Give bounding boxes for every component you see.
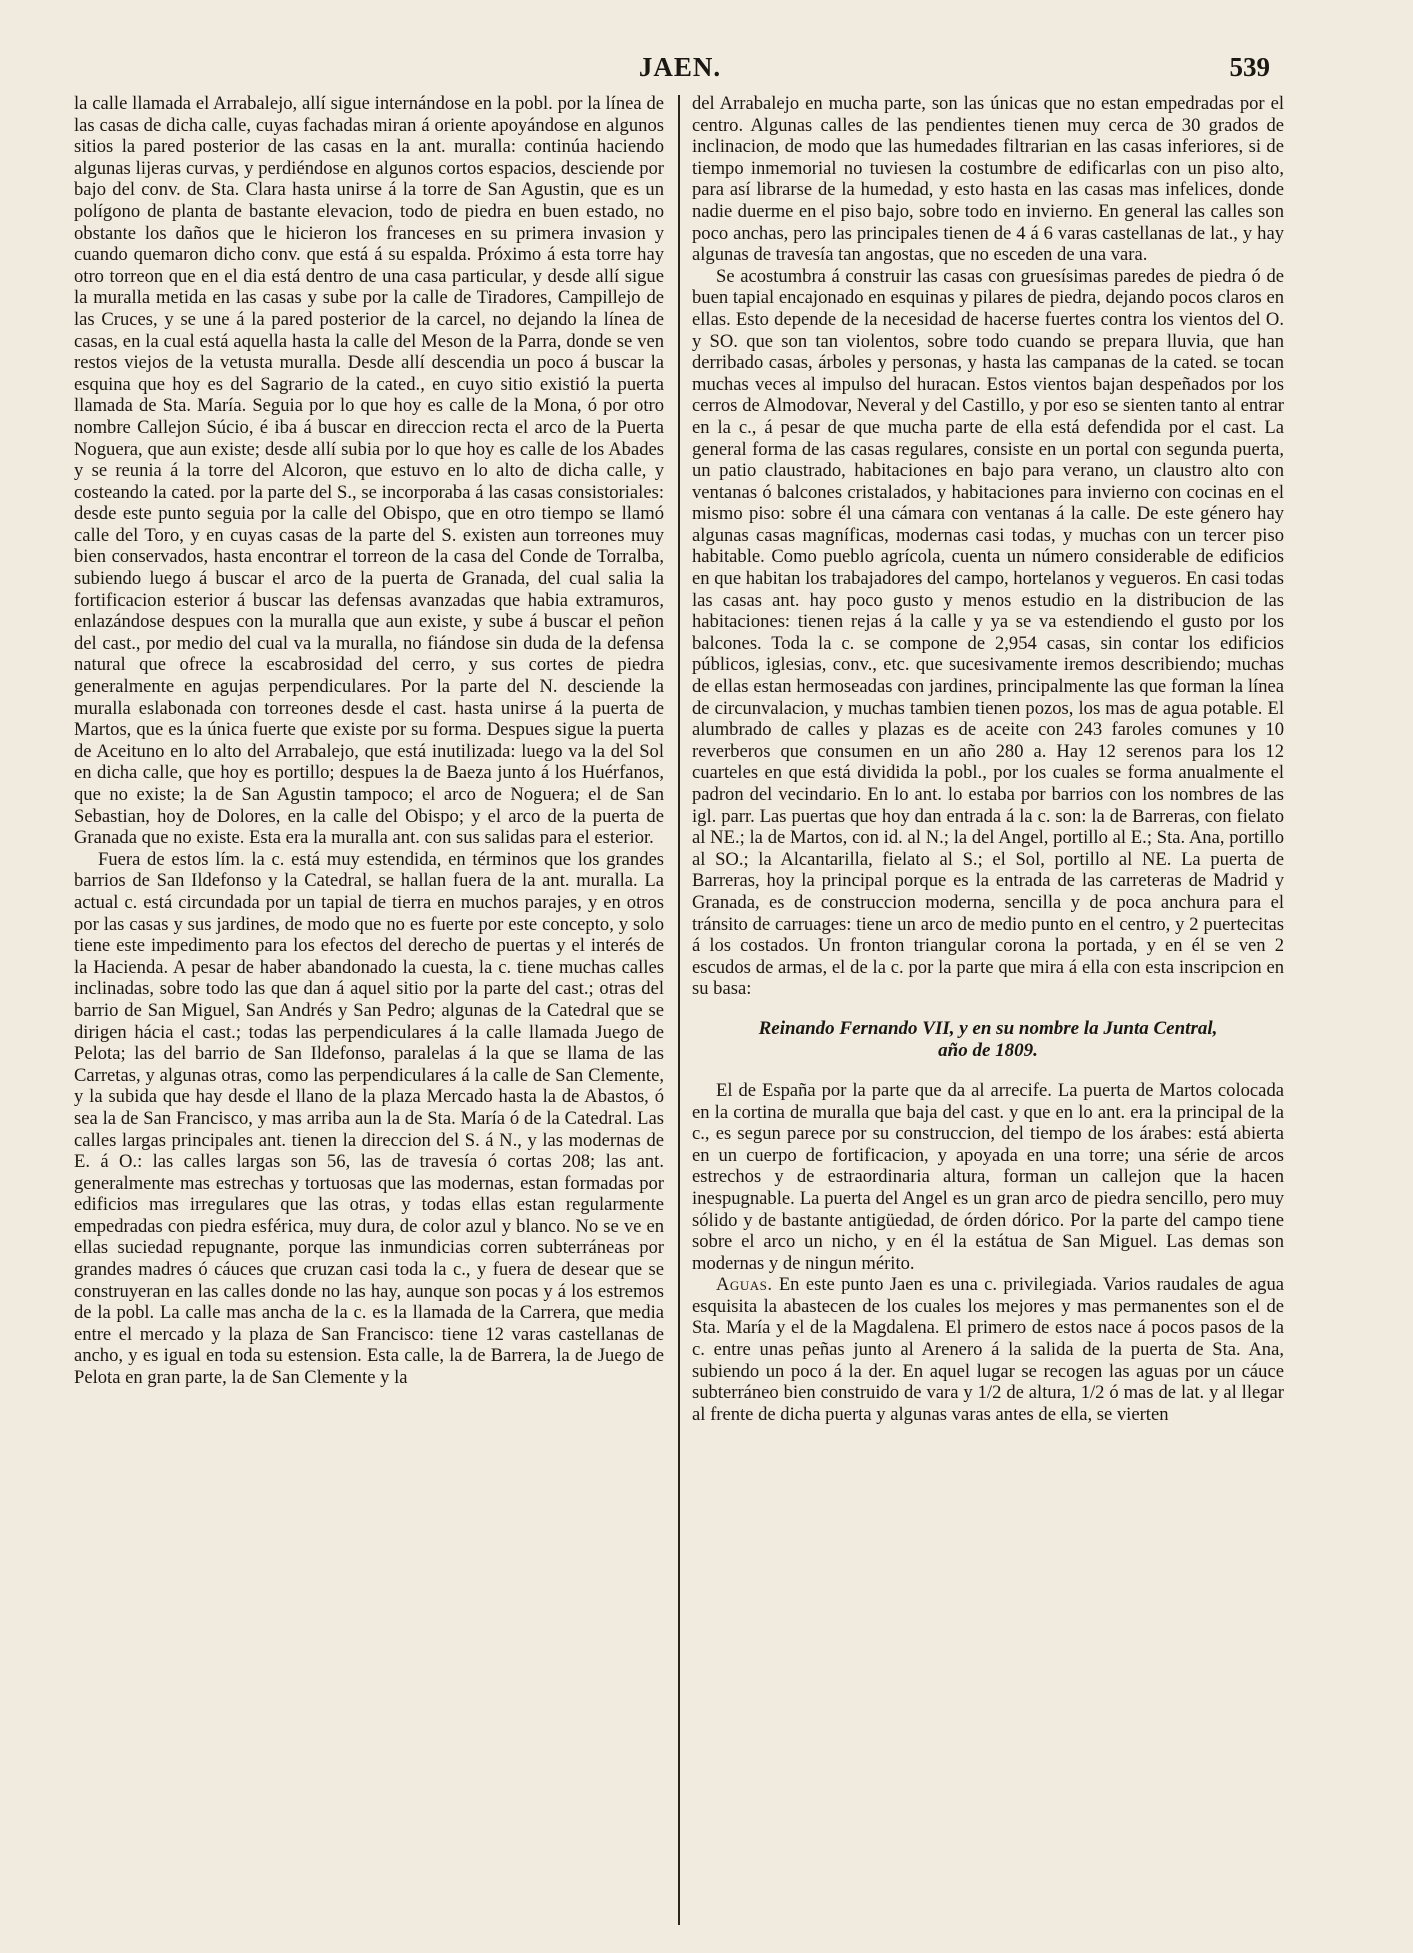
- paragraph-text: En este punto Jaen es una c. privilegiada. Varios raudales de agua esquisita la abastecen de los cuales los mejores y mas permanentes son el de Sta. María y el de la Magdalena. El primero de estos nace á pocos pasos de la c. entre unas peñas junto al Arenero á la salida de la puerta de Sta. Ana, subiendo un poco á la der. En aquel lugar se recogen las aguas por un cáuce subterráneo bien construido de vara y 1/2 de altura, 1/2 ó mas de lat. y al llegar al frente de dicha puerta y algunas varas antes de ella, se vierten: [692, 1274, 1284, 1425]
- column-divider: [678, 95, 680, 1925]
- inscription-line: Reinando Fernando VII, y en su nombre la Junta Central,: [758, 1017, 1218, 1039]
- running-head-title: JAEN.: [638, 52, 722, 82]
- paragraph: El de España por la parte que da al arrecife. La puerta de Martos colocada en la cortina de muralla que baja del cast. y que en lo ant. era la principal de la c., es segun parece por su construccion, del tiempo de los árabes: está abierta en un cuerpo de fortificacion, y apoyada en una torre; una série de arcos estrechos y de estraordinaria altura, forman un callejon que la hacen inespugnable. La puerta del Angel es un gran arco de piedra sencillo, pero muy sólido y de bastante antigüedad, de órden dórico. Por la parte del campo tiene sobre el arco un nicho, y en él la estátua de San Miguel. Las demas son modernas y de ningun mérito.: [692, 1079, 1284, 1274]
- page-number: 539: [1229, 52, 1270, 82]
- right-column: [692, 93, 1284, 1425]
- paragraph: Se acostumbra á construir las casas con gruesísimas paredes de piedra ó de buen tapial encajonado en esquinas y pilares de piedra, dejando pocos claros en ellas. Esto depende de la necesidad de hacerse fuertes contra los vientos del O. y SO. que son tan violentos, sobre todo cuando se prepara lluvia, que han derribado casas, árboles y personas, y hasta las campanas de la cated. se tocan muchas veces al impulso del huracan. Estos vientos bajan despeñados por los cerros de Almodovar, Neveral y del Castillo, y por eso se sienten tanto al entrar en la c., á pesar de que mucha parte de ella está defendida por el cast. La general forma de las casas regulares, consiste en un portal con segunda puerta, un patio claustrado, habitaciones en bajo para verano, un claustro alto con ventanas ó balcones cristalados, y habitaciones para invierno con cocinas en el mismo piso: sobre él una cámara con ventanas á la calle. De este género hay algunas casas magníficas, modernas casi todas, y muchas con un tercer piso habitable. Como pueblo agrícola, cuenta un número considerable de edificios en que habitan los trabajadores del campo, hortelanos y vegueros. En casi todas las casas ant. hay poco gusto y menos estudio en la distribucion de las habitaciones: tienen rejas á la calle y ya se va estendiendo el gusto por los balcones. Toda la c. se compone de 2,954 casas, sin contar los edificios públicos, iglesias, conv., etc. que sucesivamente iremos describiendo; muchas de ellas estan hermoseadas con jardines, principalmente las que forman la línea de circunvalacion, y muchas tambien tienen pozos, los mas de agua potable. El alumbrado de calles y plazas es de aceite con 243 faroles comunes y 10 reverberos que consumen en un año 280 a. Hay 12 serenos para los 12 cuarteles en que está dividida la pobl., por los cuales se forma anualmente el padron del vecindario. En lo ant. lo estaba por barrios con los nombres de las igl. parr. Las puertas que hoy dan entrada á la c. son: la de Barreras, con fielato al NE.; la de Martos, con id. al N.; la del Angel, portillo al E.; Sta. Ana, portillo al SO.; la Alcantarilla, fielato al S.; el Sol, portillo al NE. La puerta de Barreras, hoy la principal porque es la entrada de las carreteras de Madrid y Granada, es de construccion moderna, sencilla y de poca anchura para el tránsito de carruages: tiene un arco de medio punto en el centro, y 2 puertecitas á los costados. Un fronton triangular corona la portada, y en él se ven 2 escudos de armas, el de la c. por la parte que mira á ella con esta inscripcion en su basa:: [692, 265, 1284, 1000]
- paragraph: Fuera de estos lím. la c. está muy estendida, en términos que los grandes barrios de San Ildefonso y la Catedral, se hallan fuera de la ant. muralla. La actual c. está circundada por un tapial de tierra en muchos parajes, y en otros por las casas y sus jardines, de modo que no es fuerte por este concepto, y solo tiene este impedimento para los efectos del derecho de puertas y el interés de la Hacienda. A pesar de haber abandonado la cuesta, la c. tiene muchas calles inclinadas, sobre todo las que dan á aquel sitio por la parte del cast.; otras del barrio de San Miguel, San Andrés y San Pedro; algunas de la Catedral que se dirigen hácia el cast.; todas las perpendiculares á la calle llamada Juego de Pelota; las del barrio de San Ildefonso, paralelas á la que se llama de las Carretas, y algunas otras, como las perpendiculares á la calle de San Clemente, y la subida que hay desde el llano de la plaza Mercado hasta la de Abastos, ó sea la de San Francisco, y mas arriba aun la de Sta. María ó de la Catedral. Las calles largas principales ant. tienen la direccion del S. á N., y las modernas de E. á O.: las calles largas son 56, las de travesía ó cortas 208; las ant. generalmente mas estrechas y tortuosas que las modernas, estan formadas por edificios mas irregulares que las otras, y todas ellas estan regularmente empedradas con piedra esférica, muy dura, de color azul y blanco. No se ve en ellas suciedad repugnante, porque las inmundicias corren subterráneas por grandes madres ó cáuces que cruzan casi toda la c., y fuera de desear que se construyeran en las calles donde no las hay, aunque son pocas y á los estremos de la pobl. La calle mas ancha de la c. es la llamada de la Carrera, que media entre el mercado y la plaza de San Francisco: tiene 12 varas castellanas de ancho, y es igual en toda su estension. Esta calle, la de Barrera, la de Juego de Pelota en gran parte, la de San Clemente y la: [74, 848, 664, 1389]
- section-label: Aguas.: [716, 1274, 773, 1296]
- left-column: [74, 93, 664, 1389]
- paragraph: la calle llamada el Arrabalejo, allí sigue internándose en la pobl. por la línea de las casas de dicha calle, cuyas fachadas miran á oriente apoyándose en algunos sitios la pared posterior de las casas en la ant. muralla: continúa haciendo algunas lijeras curvas, y perdiéndose en algunos cortos espacios, desciende por bajo del conv. de Sta. Clara hasta unirse á la torre de San Agustin, que es un polígono de planta de bastante elevacion, todo de piedra en buen estado, no obstante los daños que le hicieron los franceses en su primera invasion y cuando quemaron dicho conv. que está á su espalda. Próximo á esta torre hay otro torreon que en el dia está dentro de una casa particular, y desde allí sigue la muralla metida en las casas y sube por la calle de Tiradores, Campillejo de las Cruces, y se une á la pared posterior de la carcel, no dejando la línea de casas, en la cual está aquella hasta la calle del Meson de la Parra, donde se ven restos viejos de la vetusta muralla. Desde allí descendia un poco á buscar la esquina que hoy es del Sagrario de la cated., en cuyo sitio existió la puerta llamada de Sta. María. Seguia por lo que hoy es calle de la Mona, ó por otro nombre Callejon Súcio, é iba á buscar en direccion recta el arco de la Puerta Noguera, que aun existe; desde allí subia por lo que hoy es calle de los Abades y se reunia á la torre del Alcoron, que estuvo en lo alto de dicha calle, y costeando la cated. por la parte del S., se incorporaba á las casas consistoriales: desde este punto seguia por la calle del Obispo, que en otro tiempo se llamó calle del Toro, y en cuyas casas de la parte del S. existen aun torreones muy bien conservados, hasta encontrar el torreon de la casa del Conde de Torralba, subiendo luego á buscar el arco de la puerta de Granada, del cual salia la fortificacion esterior á buscar las defensas avanzadas que habia extramuros, enlazándose despues con la muralla que aun existe, y sube á buscar el peñon del cast., por medio del cual va la muralla, no fiándose sin duda de la defensa natural que ofrece la escabrosidad del cerro, y sus cortes de piedra generalmente en agujas perpendiculares. Por la parte del N. desciende la muralla eslabonada con torreones desde el cast. hasta unirse á la puerta de Martos, que es la única fuerte que existe por su forma. Despues sigue la puerta de Aceituno en lo alto del Arrabalejo, que está inutilizada: luego va la del Sol en dicha calle, que hoy es portillo; despues la de Baeza junto á los Huérfanos, que no existe; la de San Agustin tampoco; el arco de Noguera; el de San Sebastian, hoy de Dolores, en la calle del Obispo; y el arco de la puerta de Granada que no existe. Esta era la muralla ant. con sus salidas para el esterior.: [74, 93, 664, 849]
- inscription-line: año de 1809.: [938, 1039, 1038, 1061]
- paragraph: [692, 1274, 1284, 1425]
- paragraph: del Arrabalejo en mucha parte, son las únicas que no estan empedradas por el centro. Algunas calles de las pendientes tienen muy cerca de 30 grados de inclinacion, de modo que las humedades filtrarian en las casas inferiores, si de tiempo inmemorial no tuviesen la costumbre de edificarlas con un piso alto, para así librarse de la humedad, y esto hasta en las casas mas infelices, donde nadie duerme en el piso bajo, sobre todo en invierno. En general las calles son poco anchas, pero las principales tienen de 4 á 6 varas castellanas de lat., y hay algunas de travesía tan angostas, que no esceden de una vara.: [692, 93, 1284, 266]
- inscription: [692, 1018, 1284, 1062]
